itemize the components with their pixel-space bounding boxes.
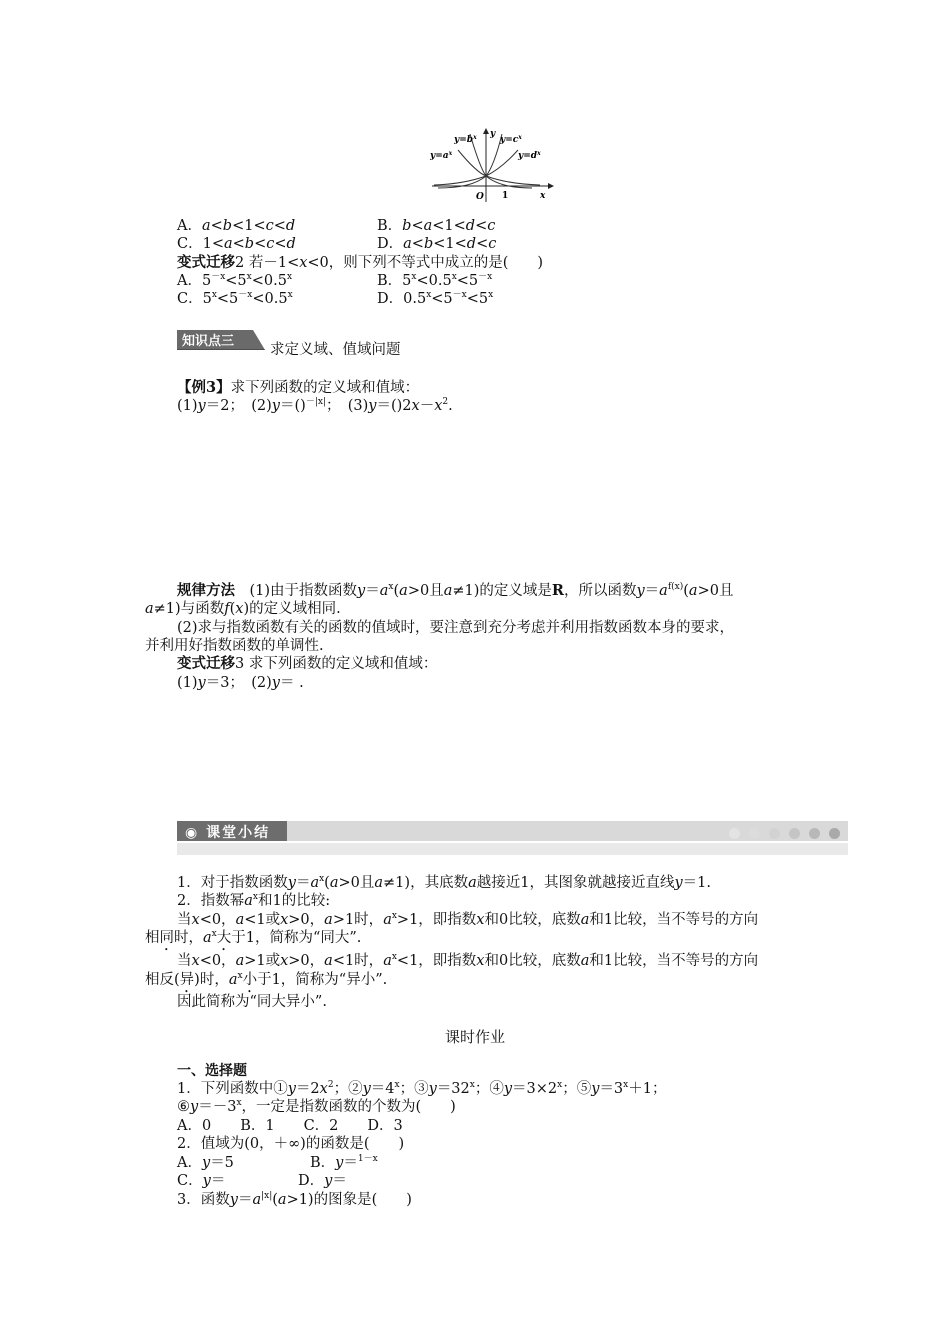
label-d: $y=d^x$ [518, 150, 541, 161]
homework-q2-option-c: C．y＝ [177, 1173, 226, 1189]
homework-title: 课时作业 [444, 1028, 505, 1046]
method-line-4: 并利用好指数函数的单调性. [145, 638, 324, 654]
svg-text:知识点三: 知识点三 [182, 334, 235, 349]
summary-banner [177, 821, 848, 855]
homework-q2: 2．值域为(0，＋∞)的函数是( ) [177, 1136, 405, 1152]
summary-line-7: 因此简称为“同大异小”. [177, 994, 327, 1010]
banner-dots [720, 824, 840, 843]
variant-2-question: 变式迁移2 若－1<x<0，则下列不等式中成立的是( ) [177, 254, 544, 271]
variant-3-parts: (1)y＝3； (2)y＝ . [177, 675, 304, 691]
homework-q2-option-b: B．y＝$^{1-x}$ [310, 1154, 378, 1171]
homework-q2-option-a: A．y＝5 [177, 1155, 234, 1171]
variant-2-option-a: A．$5^{-x}<5^x<0.5^x$ [177, 272, 293, 289]
homework-q3: 3．函数$y=a^{|x|}(a>1)$的图象是( ) [177, 1191, 412, 1208]
homework-q2-option-d: D．y＝ [298, 1173, 347, 1189]
method-line-2: a≠1)与函数f(x)的定义域相同. [145, 601, 341, 617]
dot-icon [789, 828, 800, 839]
example-3-question: 【例3】求下列函数的定义域和值域： [177, 379, 420, 396]
dot-icon [769, 828, 780, 839]
summary-line-1: 1．对于指数函数$y=a^x(a>0$且a≠1)，其底数a越接近1，其图象就越接近直线y＝1. [177, 874, 712, 891]
variant-2-option-d: D．$0.5^x<5^{-x}<5^x$ [377, 290, 494, 307]
homework-q1-options: A．0 B．1 C．2 D．3 [177, 1118, 403, 1134]
summary-line-5: 当x<0，a>1或x>0，a<1时，$a^x<1$，即指数x和0比较，底数a和1比较，当不等号的方向 [177, 952, 759, 969]
exponential-curves-graph [428, 128, 558, 204]
variant-3-question: 变式迁移3 求下列函数的定义域和值域： [177, 655, 438, 672]
option-d: D．a<b<1<d<c [377, 236, 497, 252]
homework-q1-line-2: $⑥y=-3^x$，一定是指数函数的个数为( ) [177, 1098, 456, 1115]
label-y-axis: y [490, 129, 496, 139]
variant-2-option-c: C．$5^x<5^{-x}<0.5^x$ [177, 290, 293, 307]
label-a: $y=a^x$ [430, 150, 453, 161]
dot-icon [749, 828, 760, 839]
dot-icon [729, 828, 740, 839]
variant-2-option-b: B．$5^x<0.5^x<5^{-x}$ [377, 272, 493, 289]
banner-shadow [177, 843, 848, 855]
option-a: A．a<b<1<c<d [177, 218, 296, 234]
summary-line-6: 相反(异)时，$a^x$小于1，简称为“异小”. [145, 971, 388, 988]
label-origin: O [476, 192, 484, 202]
x-axis-arrow [548, 183, 554, 189]
summary-line-3: 当x<0，a<1或x>0，a>1时，$a^x>1$，即指数x和0比较，底数a和1比较，当不等号的方向 [177, 911, 759, 928]
option-c: C．1<a<b<c<d [177, 236, 296, 252]
banner-tab [177, 821, 287, 841]
method-line-3: (2)求与指数函数有关的函数的值域时，要注意到充分考虑并利用指数函数本身的要求， [177, 620, 735, 636]
target-icon: ◉ [185, 825, 200, 841]
knowledge-point-title: 求定义域、值域问题 [270, 342, 401, 358]
summary-line-4: 相同时，$a^x$大于1，简称为“同大”. [145, 929, 362, 946]
banner-label: ◉ 课堂小结 [185, 825, 271, 841]
label-x-axis: x [540, 191, 546, 201]
option-b: B．b<a<1<d<c [377, 218, 496, 234]
example-3-parts: (1)y＝2； (2)y＝()$^{-|x|}$； $(3)y=()2x-x^2$. [177, 397, 453, 414]
section-heading: 一、选择题 [177, 1063, 247, 1079]
label-c: $y=c^x$ [500, 134, 522, 145]
y-axis-arrow [483, 128, 489, 134]
knowledge-point-tag [177, 330, 265, 350]
label-b: $y=b^x$ [454, 134, 477, 145]
label-one: 1 [502, 191, 509, 201]
dot-icon [829, 828, 840, 839]
homework-q1-line-1: 1．下列函数中$①y=2x^2$；$②y=4^x$；$③y=32^x$；$④y=3\times 2^x$；$⑤y=3^x+1$； [177, 1080, 667, 1097]
method-line-1: 规律方法 (1)由于指数函数$y=a^x(a>0$且a≠1)的定义域是R，所以函数$y=a^{f(x)}(a>0$且 [177, 582, 734, 599]
dot-icon [809, 828, 820, 839]
summary-line-2: 2．指数幂$a^x$和1的比较: [177, 892, 331, 909]
